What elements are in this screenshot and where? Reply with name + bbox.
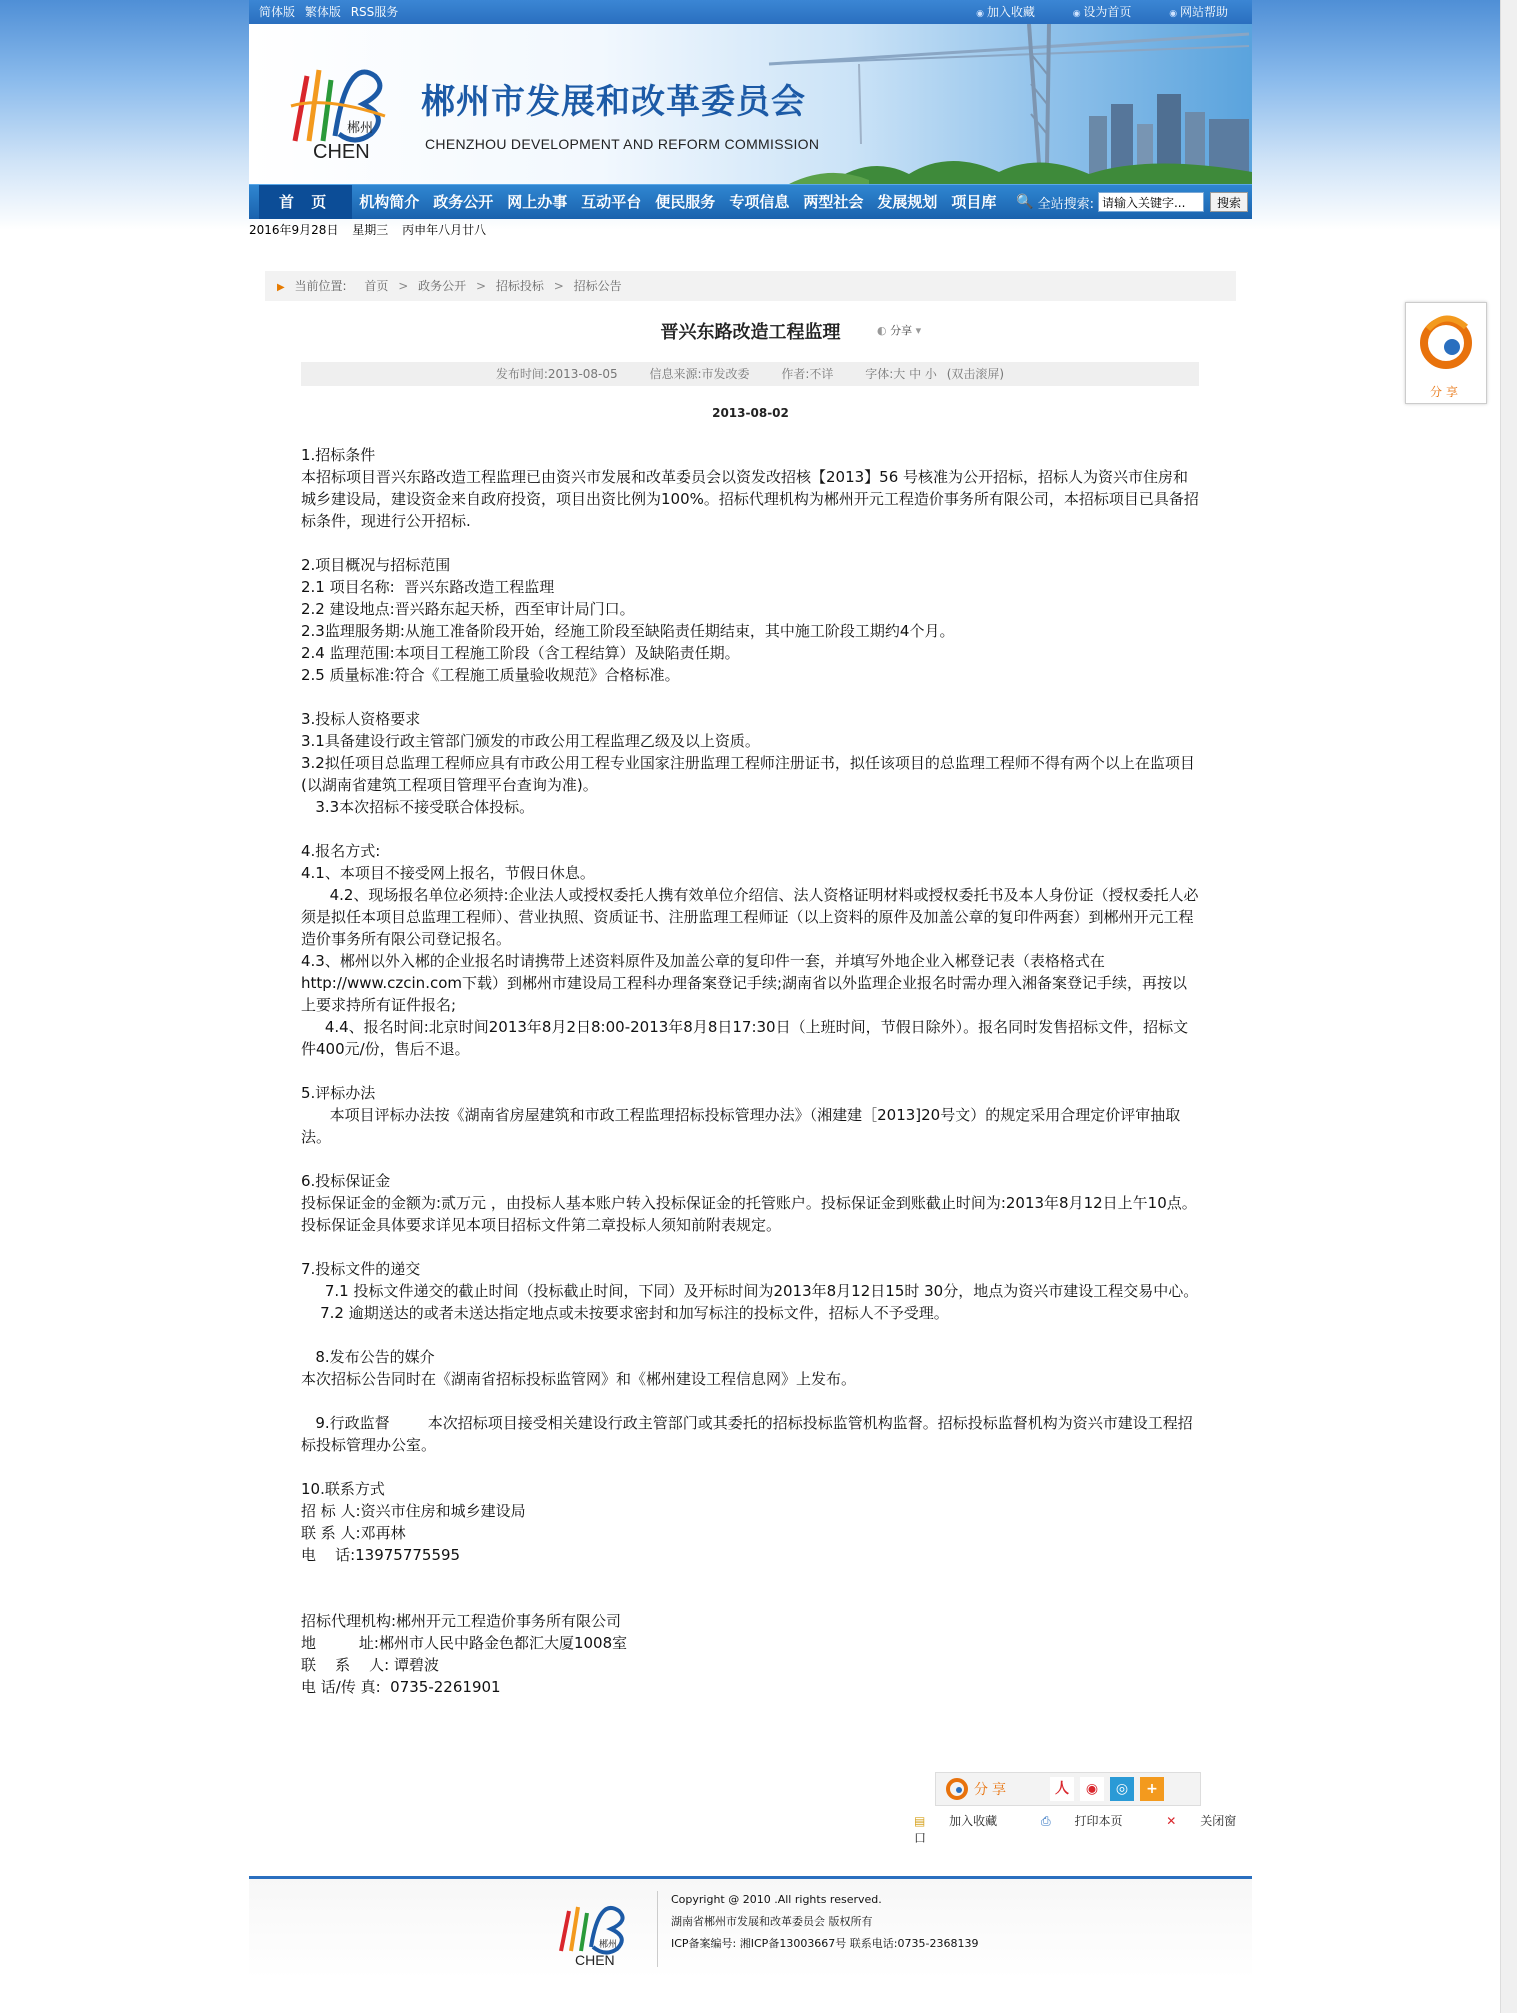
header-banner bbox=[249, 24, 1252, 184]
lunar-date: 丙申年八月廿八 bbox=[402, 223, 487, 237]
breadcrumb-bidding[interactable]: 招标投标 bbox=[495, 279, 544, 293]
top-utility-bar bbox=[249, 0, 1252, 24]
svg-text:CHEN: CHEN bbox=[313, 141, 370, 163]
nav-two-oriented-society[interactable]: 两型社会 bbox=[803, 193, 864, 211]
share-bar bbox=[935, 1772, 1201, 1806]
article-paragraph: 2.4 监理范围:本项目工程施工阶段（含工程结算）及缺陷责任期。 bbox=[301, 644, 740, 662]
footer-text bbox=[671, 1889, 978, 1955]
nav-project-library[interactable]: 项目库 bbox=[951, 193, 997, 211]
font-size-controls[interactable]: 字体:大 中 小 bbox=[865, 367, 937, 381]
article-paragraph: 9.行政监督 本次招标项目接受相关建设行政主管部门或其委托的招标投标监管机构监督。招标投标监督机构为资兴市建设工程招标投标管理办公室。 bbox=[301, 1414, 1193, 1454]
nav-organization[interactable]: 机构简介 bbox=[359, 193, 420, 211]
site-search bbox=[1016, 192, 1248, 212]
article-paragraph: 7.1 投标文件递交的截止时间（投标截止时间，下同）及开标时间为2013年8月12日15时 30分，地点为资兴市建设工程交易中心。 bbox=[301, 1282, 1199, 1300]
nav-online-services[interactable]: 网上办事 bbox=[507, 193, 568, 211]
breadcrumb-bidding-notice[interactable]: 招标公告 bbox=[573, 279, 622, 293]
article-paragraph: 3.1具备建设行政主管部门颁发的市政公用工程监理乙级及以上资质。 bbox=[301, 732, 760, 750]
info-source: 信息来源:市发改委 bbox=[649, 367, 750, 381]
article-paragraph bbox=[301, 532, 1199, 554]
svg-text:郴州: 郴州 bbox=[347, 121, 374, 136]
article-paragraph: 4.2、现场报名单位必须持:企业法人或授权委托人携有效单位介绍信、法人资格证明材料或授权委托书及本人身份证（授权委托人必须是拟任本项目总监理工程师）、营业执照、资质证书、注册监理工程师证（以上资料的原件及加盖公章的复印件两套）到郴州开元工程造价事务所有限公司登记报名。 bbox=[301, 886, 1199, 948]
footer-copyright: Copyright @ 2010 .All rights reserved. bbox=[671, 1893, 882, 1906]
footer bbox=[249, 1876, 1252, 1979]
add-favorite-link[interactable]: ◉ 加入收藏 bbox=[976, 5, 1035, 19]
article-paragraph: 8.发布公告的媒介 bbox=[301, 1348, 435, 1366]
article-paragraph bbox=[301, 1324, 1199, 1346]
weibo-icon[interactable]: ◉ bbox=[1080, 1777, 1104, 1801]
article-paragraph bbox=[301, 686, 1199, 708]
share-bar-label: 分享 bbox=[974, 1782, 1010, 1798]
article-paragraph: 本次招标公告同时在《湖南省招标投标监管网》和《郴州建设工程信息网》上发布。 bbox=[301, 1370, 857, 1388]
article-actions bbox=[914, 1812, 1252, 1846]
share-icon: ◐ bbox=[877, 324, 887, 337]
article-paragraph: 联 系 人: 谭碧波 bbox=[301, 1656, 439, 1674]
current-weekday: 星期三 bbox=[352, 223, 389, 237]
share-main-button[interactable] bbox=[936, 1773, 1026, 1805]
site-title-cn: 郴州市发展和改革委员会 bbox=[421, 82, 806, 122]
article-paragraph bbox=[301, 1236, 1199, 1258]
article-paragraph: 本项目评标办法按《湖南省房屋建筑和市政工程监理招标投标管理办法》（湘建建［2013]20号文）的规定采用合理定价评审抽取法。 bbox=[301, 1106, 1181, 1146]
footer-divider bbox=[657, 1891, 658, 1967]
article-paragraph: 3.2拟任项目总监理工程师应具有市政公用工程专业国家注册监理工程师注册证书，拟任该项目的总监理工程师不得有两个以上在监项目(以湖南省建筑工程项目管理平台查询为准)。 bbox=[301, 754, 1195, 794]
set-homepage-link[interactable]: ◉ 设为首页 bbox=[1073, 5, 1132, 19]
article-paragraph: 6.投标保证金 bbox=[301, 1172, 391, 1190]
article-paragraph: 2.项目概况与招标范围 bbox=[301, 556, 451, 574]
article-paragraph: 投标保证金的金额为:贰万元 ，由投标人基本账户转入投标保证金的托管账户。投标保证金到账截止时间为:2013年8月12日上午10点。投标保证金具体要求详见本项目招标文件第二章投标人须知前附表规定。 bbox=[301, 1194, 1197, 1234]
breadcrumb bbox=[265, 271, 1236, 301]
article-paragraph: 10.联系方式 bbox=[301, 1480, 385, 1498]
article-paragraph: 2.1 项目名称: 晋兴东路改造工程监理 bbox=[301, 578, 555, 596]
search-button[interactable]: 搜索 bbox=[1210, 192, 1248, 212]
print-label: 打印本页 bbox=[1074, 1814, 1123, 1828]
favorite-action[interactable] bbox=[914, 1814, 1017, 1828]
article-paragraph: 联 系 人:邓再林 bbox=[301, 1524, 406, 1542]
site-help-link[interactable]: ◉ 网站帮助 bbox=[1169, 5, 1228, 19]
construction-crane-scene bbox=[709, 24, 1252, 184]
svg-text:郴州: 郴州 bbox=[599, 1940, 618, 1950]
article-paragraph: 本招标项目晋兴东路改造工程监理已由资兴市发展和改革委员会以资发改招核【2013】56 号核准为公开招标，招标人为资兴市住房和城乡建设局，建设资金来自政府投资，项目出资比例为100%。招标代理机构为郴州开元工程造价事务所有限公司，本招标项目已具备招标条件，现进行公开招标. bbox=[301, 468, 1199, 530]
article-paragraph: 招标代理机构:郴州开元工程造价事务所有限公司 bbox=[301, 1612, 622, 1630]
article-paragraph: 4.4、报名时间:北京时间2013年8月2日8:00-2013年8月8日17:30日（上班时间，节假日除外）。报名同时发售招标文件，招标文件400元/份，售后不退。 bbox=[301, 1018, 1189, 1058]
nav-special-info[interactable]: 专项信息 bbox=[729, 193, 790, 211]
article-paragraph bbox=[301, 1456, 1199, 1478]
article-paragraph: 1.招标条件 bbox=[301, 446, 376, 464]
traditional-link[interactable]: 繁体版 bbox=[304, 5, 341, 19]
article-paragraph: 4.1、本项目不接受网上报名，节假日休息。 bbox=[301, 864, 595, 882]
nav-home[interactable]: 首 页 bbox=[259, 185, 352, 219]
floating-share-logo-icon bbox=[1416, 309, 1476, 379]
site-title-en: CHENZHOU DEVELOPMENT AND REFORM COMMISSION bbox=[425, 136, 820, 152]
article-paragraph: 电 话:13975775595 bbox=[301, 1546, 461, 1564]
article-paragraph: 5.评标办法 bbox=[301, 1084, 376, 1102]
vertical-scrollbar[interactable] bbox=[1500, 0, 1517, 2013]
article-paragraph: 3.投标人资格要求 bbox=[301, 710, 421, 728]
close-icon: ✕ bbox=[1166, 1814, 1177, 1828]
print-action[interactable] bbox=[1041, 1814, 1142, 1828]
article-paragraph: 4.3、郴州以外入郴的企业报名时请携带上述资料原件及加盖公章的复印件一套，并填写外地企业入郴登记表（表格格式在http://www.czcin.com下载）到郴州市建设局工程科办理备案登记手续;湖南省以外监理企业报名时需办理入湘备案登记手续，再按以上要求持所有证件报名; bbox=[301, 952, 1188, 1014]
article-paragraph bbox=[301, 1588, 1199, 1610]
current-date: 2016年9月28日 bbox=[249, 223, 339, 237]
breadcrumb-separator-icon: > bbox=[398, 279, 409, 293]
article-paragraph: 3.3本次招标不接受联合体投标。 bbox=[301, 798, 535, 816]
article-title: 晋兴东路改造工程监理 bbox=[660, 322, 841, 343]
nav-government-affairs[interactable]: 政务公开 bbox=[433, 193, 494, 211]
search-icon: 🔍 bbox=[1016, 194, 1034, 210]
article-paragraph: 4.报名方式: bbox=[301, 842, 381, 860]
article-share-label: 分享 bbox=[890, 324, 913, 337]
footer-icp: ICP备案编号: 湘ICP备13003667号 联系电话:0735-2368139 bbox=[671, 1937, 979, 1950]
nav-interaction[interactable]: 互动平台 bbox=[581, 193, 642, 211]
article-paragraph bbox=[301, 818, 1199, 840]
article-paragraph: 7.投标文件的递交 bbox=[301, 1260, 421, 1278]
author: 作者:不详 bbox=[781, 367, 834, 381]
article-paragraph: 2.5 质量标准:符合《工程施工质量验收规范》合格标准。 bbox=[301, 666, 680, 684]
article-paragraph: 电 话/传 真: 0735-2261901 bbox=[301, 1678, 501, 1696]
publish-time: 发布时间:2013-08-05 bbox=[495, 367, 618, 381]
print-icon: ⎙ bbox=[1041, 1814, 1051, 1828]
floating-share-label: 分享 bbox=[1429, 385, 1462, 399]
page-wrapper bbox=[249, 0, 1252, 1968]
article-paragraph bbox=[301, 1390, 1199, 1412]
breadcrumb-government-affairs[interactable]: 政务公开 bbox=[418, 279, 467, 293]
renren-icon[interactable]: 人 bbox=[1050, 1777, 1074, 1801]
article-paragraph bbox=[301, 1566, 1199, 1588]
breadcrumb-arrow-icon: ▶ bbox=[277, 282, 285, 293]
nav-public-services[interactable]: 便民服务 bbox=[655, 193, 716, 211]
nav-development-planning[interactable]: 发展规划 bbox=[877, 193, 938, 211]
date-bar bbox=[249, 219, 1252, 241]
breadcrumb-separator-icon: > bbox=[553, 279, 564, 293]
article-share-toggle[interactable] bbox=[877, 322, 921, 338]
article-meta bbox=[301, 362, 1199, 386]
qq-weibo-icon[interactable]: ◎ bbox=[1110, 1777, 1134, 1801]
favorite-label: 加入收藏 bbox=[949, 1814, 998, 1828]
more-share-icon[interactable]: + bbox=[1140, 1777, 1164, 1801]
article-paragraph: 地 址:郴州市人民中路金色都汇大厦1008室 bbox=[301, 1634, 628, 1652]
search-label: 全站搜索: bbox=[1037, 196, 1094, 212]
search-input[interactable] bbox=[1098, 192, 1204, 212]
floating-share-button[interactable] bbox=[1405, 302, 1487, 404]
chenzhou-logo bbox=[285, 46, 395, 166]
simplified-link[interactable]: 简体版 bbox=[259, 5, 296, 19]
rss-link[interactable]: RSS服务 bbox=[350, 5, 399, 19]
footer-logo bbox=[553, 1891, 633, 1971]
main-navigation bbox=[249, 184, 1252, 219]
article-subdate: 2013-08-02 bbox=[712, 406, 789, 420]
article-paragraph bbox=[301, 1060, 1199, 1082]
svg-text:CHEN: CHEN bbox=[575, 1952, 615, 1968]
article-paragraph: 7.2 逾期送达的或者未送达指定地点或未按要求密封和加写标注的投标文件，招标人不予受理。 bbox=[301, 1304, 949, 1322]
article-paragraph: 2.2 建设地点:晋兴路东起天桥，西至审计局门口。 bbox=[301, 600, 635, 618]
article-content bbox=[301, 444, 1199, 1698]
footer-owner: 湖南省郴州市发展和改革委员会 版权所有 bbox=[671, 1915, 873, 1928]
breadcrumb-separator-icon: > bbox=[475, 279, 487, 293]
breadcrumb-label: 当前位置: bbox=[294, 279, 347, 293]
chevron-down-icon: ▾ bbox=[915, 324, 922, 337]
close-label: 关闭窗口 bbox=[914, 1814, 1237, 1845]
article-paragraph bbox=[301, 1148, 1199, 1170]
share-logo-icon bbox=[946, 1778, 968, 1800]
article-paragraph: 招 标 人:资兴市住房和城乡建设局 bbox=[301, 1502, 526, 1520]
double-click-scroll: (双击滚屏) bbox=[946, 367, 1005, 381]
favorite-icon: ▤ bbox=[914, 1814, 926, 1828]
breadcrumb-home[interactable]: 首页 bbox=[364, 279, 389, 293]
article-paragraph: 2.3监理服务期:从施工准备阶段开始，经施工阶段至缺陷责任期结束，其中施工阶段工期约4个月。 bbox=[301, 622, 955, 640]
